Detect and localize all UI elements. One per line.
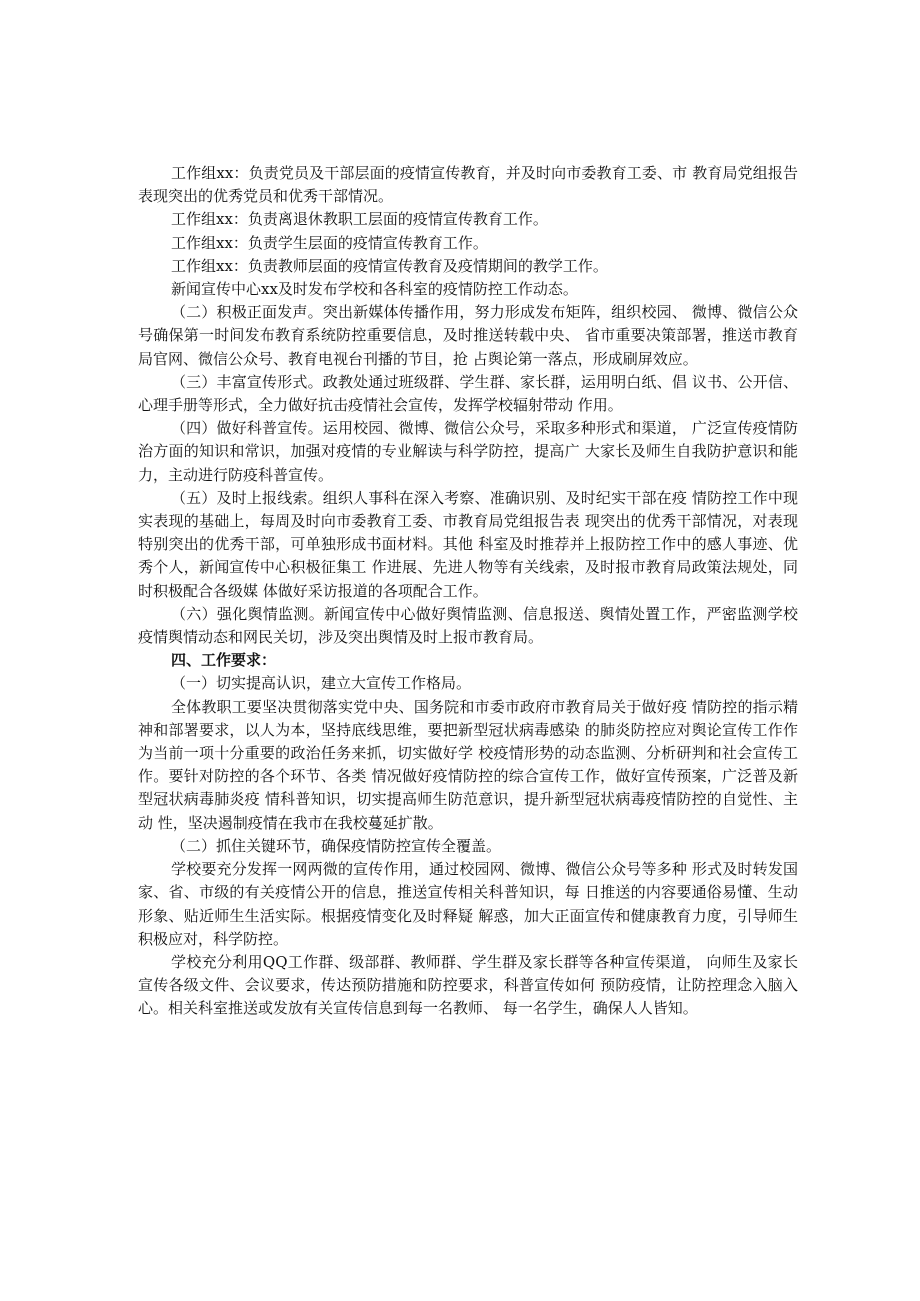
- paragraph: 工作组xx：负责离退休教职工层面的疫情宣传教育工作。: [171, 210, 548, 229]
- document-body: [138, 162, 798, 1021]
- paragraph: （三）丰富宣传形式。政教处通过班级群、学生群、家长群，运用明白纸、倡 议书、公开信、心理手册等形式，全力做好抗击疫情社会宣传，发挥学校辐射带动 作用。: [138, 372, 798, 415]
- paragraph: 学校要充分发挥一网两微的宣传作用，通过校园网、微博、微信公众号等多种 形式及时转发国家、省、市级的有关疫情公开的信息，推送宣传相关科普知识，每 日推送的内容要通俗易懂、生动形象、贴近师生生活实际。根据疫情变化及时释疑 解惑，加大正面宣传和健康教育力度，引导师生积极应对，科学防控。: [138, 860, 798, 948]
- subheading: （一）切实提高认识，建立大宣传工作格局。: [171, 674, 472, 693]
- paragraph: （六）强化舆情监测。新闻宣传中心做好舆情监测、信息报送、舆情处置工作，严密监测学校疫情舆情动态和网民关切，涉及突出舆情及时上报市教育局。: [138, 604, 798, 647]
- paragraph: 工作组xx：负责党员及干部层面的疫情宣传教育，并及时向市委教育工委、市 教育局党组报告表现突出的优秀党员和优秀干部情况。: [138, 164, 798, 206]
- paragraph: 新闻宣传中心xx及时发布学校和各科室的疫情防控工作动态。: [171, 280, 578, 299]
- subheading: （二）抓住关键环节，确保疫情防控宣传全覆盖。: [171, 836, 502, 855]
- paragraph: （二）积极正面发声。突出新媒体传播作用，努力形成发布矩阵，组织校园、 微博、微信公众号确保第一时间发布教育系统防控重要信息，及时推送转载中央、 省市重要决策部署，推送市教育局官网、微信公众号、教育电视台刊播的节目，抢 占舆论第一落点，形成刷屏效应。: [138, 303, 798, 368]
- paragraph: 工作组xx：负责学生层面的疫情宣传教育工作。: [171, 233, 488, 252]
- paragraph: （四）做好科普宣传。运用校园、微博、微信公众号，采取多种形式和渠道， 广泛宣传疫情防治方面的知识和常识，加强对疫情的专业解读与科学防控，提高广 大家长及师生自我防护意识和能力，主动进行防疫科普宣传。: [138, 419, 798, 484]
- paragraph: 工作组xx：负责教师层面的疫情宣传教育及疫情期间的教学工作。: [171, 256, 608, 275]
- paragraph: （五）及时上报线索。组织人事科在深入考察、准确识别、及时纪实干部在疫 情防控工作中现实表现的基础上，每周及时向市委教育工委、市教育局党组报告表 现突出的优秀干部情况，对表现特别突出的优秀干部，可单独形成书面材料。其他 科室及时推荐并上报防控工作中的感人事迹、优秀个人，新闻宣传中心积极征集工 作进展、先进人物等有关线索，及时报市教育局政策法规处，同时积极配合各级媒 体做好采访报道的各项配合工作。: [138, 488, 798, 600]
- section-heading: 四、工作要求：: [171, 651, 277, 670]
- paragraph: 学校充分利用QQ工作群、级部群、教师群、学生群及家长群等各种宣传渠道， 向师生及家长宣传各级文件、会议要求，传达预防措施和防控要求，科普宣传如何 预防疫情，让防控理念入脑入心。相关科室推送或发放有关宣传信息到每一名教师、 每一名学生，确保人人皆知。: [138, 952, 798, 1018]
- paragraph: 全体教职工要坚决贯彻落实党中央、国务院和市委市政府市教育局关于做好疫 情防控的指示精神和部署要求，以人为本，坚持底线思维，要把新型冠状病毒感染 的肺炎防控应对舆论宣传工作作为当前一项十分重要的政治任务来抓，切实做好学 校疫情形势的动态监测、分析研判和社会宣传工作。要针对防控的各个环节、各类 情况做好疫情防控的综合宣传工作，做好宣传预案，广泛普及新型冠状病毒肺炎疫 情科普知识，切实提高师生防范意识，提升新型冠状病毒疫情防控的自觉性、主动 性，坚决遏制疫情在我市在我校蔓延扩散。: [138, 697, 798, 832]
